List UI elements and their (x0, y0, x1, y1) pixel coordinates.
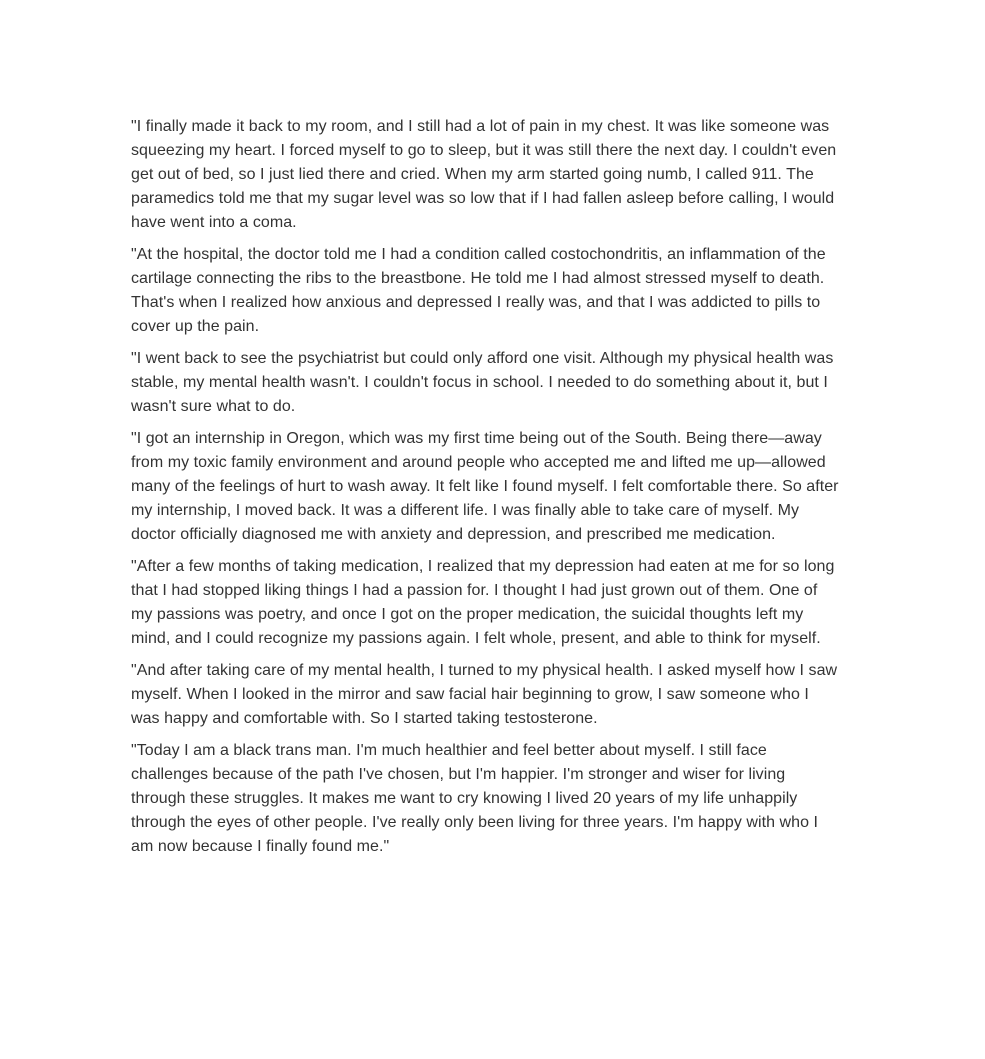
paragraph: "I finally made it back to my room, and I still had a lot of pain in my chest. It was like someone was squeezing my heart. I forced myself to go to sleep, but it was still there the next day. I couldn't even get out of bed, so I just lied there and cried. When my arm started going numb, I called 911. The paramedics told me that my sugar level was so low that if I had fallen asleep before calling, I would have went into a coma. (131, 118, 837, 231)
paragraph: "At the hospital, the doctor told me I had a condition called costochondritis, an inflammation of the cartilage connecting the ribs to the breastbone. He told me I had almost stressed myself to death. That's when I realized how anxious and depressed I really was, and that I was addicted to pills to cover up the pain. (131, 246, 826, 335)
paragraph: "I went back to see the psychiatrist but could only afford one visit. Although my physical health was stable, my mental health wasn't. I couldn't focus in school. I needed to do something about it, but I wasn't sure what to do. (131, 350, 834, 415)
paragraph: "Today I am a black trans man. I'm much healthier and feel better about myself. I still face challenges because of the path I've chosen, but I'm happier. I'm stronger and wiser for living through these struggles. It makes me want to cry knowing I lived 20 years of my life unhappily through the eyes of other people. I've really only been living for three years. I'm happy with who I am now because I finally found me." (131, 742, 819, 855)
paragraph: "And after taking care of my mental health, I turned to my physical health. I asked myself how I saw myself. When I looked in the mirror and saw facial hair beginning to grow, I saw someone who I was happy and comfortable with. So I started taking testosterone. (131, 662, 838, 727)
article-body (131, 115, 841, 867)
paragraph: "I got an internship in Oregon, which was my first time being out of the South. Being there—away from my toxic family environment and around people who accepted me and lifted me up—allowed many of the feelings of hurt to wash away. It felt like I found myself. I felt comfortable there. So after my internship, I moved back. It was a different life. I was finally able to take care of myself. My doctor officially diagnosed me with anxiety and depression, and prescribed me medication. (131, 430, 839, 543)
paragraph: "After a few months of taking medication, I realized that my depression had eaten at me for so long that I had stopped liking things I had a passion for. I thought I had just grown out of them. One of my passions was poetry, and once I got on the proper medication, the suicidal thoughts left my mind, and I could recognize my passions again. I felt whole, present, and able to think for myself. (131, 558, 835, 647)
